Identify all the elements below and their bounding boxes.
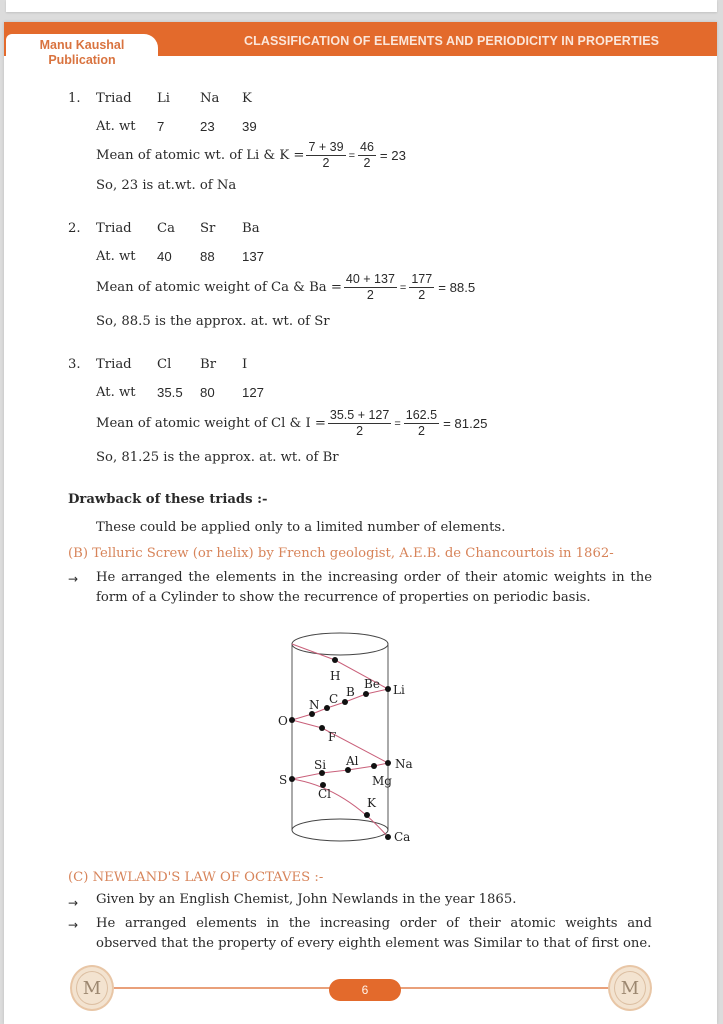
svg-text:Mg: Mg xyxy=(372,774,392,788)
document-page xyxy=(4,22,717,1024)
section-c-bullet: He arranged elements in the increasing order of their atomic weights and observed that the property of every eighth element was Similar to that of first one. xyxy=(96,916,652,951)
arrow-icon: → xyxy=(68,572,79,586)
svg-text:H: H xyxy=(330,669,341,683)
svg-text:Li: Li xyxy=(393,683,405,697)
triad-element: Ca xyxy=(157,221,175,236)
formula-result: = 81.25 xyxy=(443,416,488,431)
svg-text:Na: Na xyxy=(395,757,413,771)
atomic-weight: 137 xyxy=(242,249,265,264)
formula-label: Mean of atomic weight of Ca & Ba = xyxy=(96,280,342,295)
section-b-text: He arranged the elements in the increasing order of their atomic weights in the form of a Cylinder to show the recurrence of properties on periodic basis. xyxy=(96,570,652,605)
svg-text:S: S xyxy=(279,773,288,787)
formula-result: = 88.5 xyxy=(438,280,476,295)
svg-text:N: N xyxy=(309,698,320,712)
conclusion: So, 88.5 is the approx. at. wt. of Sr xyxy=(96,314,330,329)
atomic-weight: 127 xyxy=(242,385,265,400)
publisher-name: Manu Kaushal xyxy=(39,38,125,52)
fraction: $\frac{162.5}{2}$ xyxy=(405,408,438,438)
atomic-weight: 7 xyxy=(157,119,165,134)
section-b-heading: (B) Telluric Screw (or helix) by French geologist, A.E.B. de Chancourtois in 1862- xyxy=(68,546,614,561)
publisher-subtitle: Publication xyxy=(48,53,116,67)
triad-number: 3. xyxy=(68,357,81,372)
atomic-weight: 23 xyxy=(200,119,215,134)
atomic-weight-label: At. wt xyxy=(96,249,136,264)
drawback-heading: Drawback of these triads :- xyxy=(68,492,268,507)
atomic-weight: 40 xyxy=(157,249,172,264)
svg-text:Cl: Cl xyxy=(318,787,332,801)
fraction: $\frac{35.5 + 127}{2}$ xyxy=(329,408,390,438)
formula-label: Mean of atomic wt. of Li & K = xyxy=(96,148,305,163)
atomic-weight: 39 xyxy=(242,119,257,134)
svg-text:Be: Be xyxy=(364,677,380,691)
svg-text:F: F xyxy=(328,730,337,744)
section-c-bullet: Given by an English Chemist, John Newlands in the year 1865. xyxy=(96,892,517,907)
publisher-seal-icon: M xyxy=(608,965,652,1011)
atomic-weight-label: At. wt xyxy=(96,119,136,134)
triad-label: Triad xyxy=(96,357,132,372)
atomic-weight: 88 xyxy=(200,249,215,264)
triad-element: Na xyxy=(200,91,220,106)
fraction: $\frac{177}{2}$ xyxy=(411,272,433,302)
formula-result: = 23 xyxy=(379,148,406,163)
publisher-seal-icon: M xyxy=(70,965,114,1011)
triad-label: Triad xyxy=(96,91,132,106)
atomic-weight-label: At. wt xyxy=(96,385,136,400)
triad-number: 2. xyxy=(68,221,81,236)
triad-element: Cl xyxy=(157,357,172,372)
triad-element: Ba xyxy=(242,221,260,236)
conclusion: So, 23 is at.wt. of Na xyxy=(96,178,237,193)
mean-formula: Mean of atomic weight of Ca & Ba = $\frac{40 + 137}{2}$ = $\frac{177}{2}$ = 88.5 xyxy=(96,272,476,302)
mean-formula: Mean of atomic weight of Cl & I = $\frac{35.5 + 127}{2}$ = $\frac{162.5}{2}$ = 81.25 xyxy=(96,408,488,438)
section-c-heading: (C) NEWLAND'S LAW OF OCTAVES :- xyxy=(68,870,324,885)
previous-page-edge xyxy=(6,0,717,12)
arrow-icon: → xyxy=(68,896,79,910)
svg-text:B: B xyxy=(346,685,355,699)
svg-text:Al: Al xyxy=(346,754,359,768)
triad-element: I xyxy=(242,357,248,372)
fraction: $\frac{7 + 39}{2}$ xyxy=(308,140,344,170)
atomic-weight: 80 xyxy=(200,385,215,400)
svg-text:Si: Si xyxy=(314,758,327,772)
fraction: $\frac{40 + 137}{2}$ xyxy=(345,272,395,302)
triad-element: Br xyxy=(200,357,216,372)
atomic-weight: 35.5 xyxy=(157,385,183,400)
page-number: 6 xyxy=(329,979,401,1001)
fraction: $\frac{46}{2}$ xyxy=(360,140,374,170)
arrow-icon: → xyxy=(68,918,79,932)
triad-element: Li xyxy=(157,91,170,106)
conclusion: So, 81.25 is the approx. at. wt. of Br xyxy=(96,450,339,465)
formula-label: Mean of atomic weight of Cl & I = xyxy=(96,416,326,431)
publisher-tab xyxy=(6,34,158,76)
svg-text:K: K xyxy=(367,796,376,810)
svg-text:O: O xyxy=(278,714,288,728)
triad-element: Sr xyxy=(200,221,216,236)
mean-formula: Mean of atomic wt. of Li & K = $\frac{7 + 39}{2}$ = $\frac{46}{2}$ = 23 xyxy=(96,140,406,170)
triad-number: 1. xyxy=(68,91,81,106)
triad-label: Triad xyxy=(96,221,132,236)
telluric-screw-diagram xyxy=(274,622,444,852)
svg-text:Ca: Ca xyxy=(394,830,411,844)
drawback-text: These could be applied only to a limited number of elements. xyxy=(96,520,506,535)
chapter-title: CLASSIFICATION OF ELEMENTS AND PERIODICITY IN PROPERTIES xyxy=(244,34,660,48)
triad-element: K xyxy=(242,91,252,106)
cylinder-top xyxy=(292,633,388,655)
svg-text:C: C xyxy=(329,692,339,706)
